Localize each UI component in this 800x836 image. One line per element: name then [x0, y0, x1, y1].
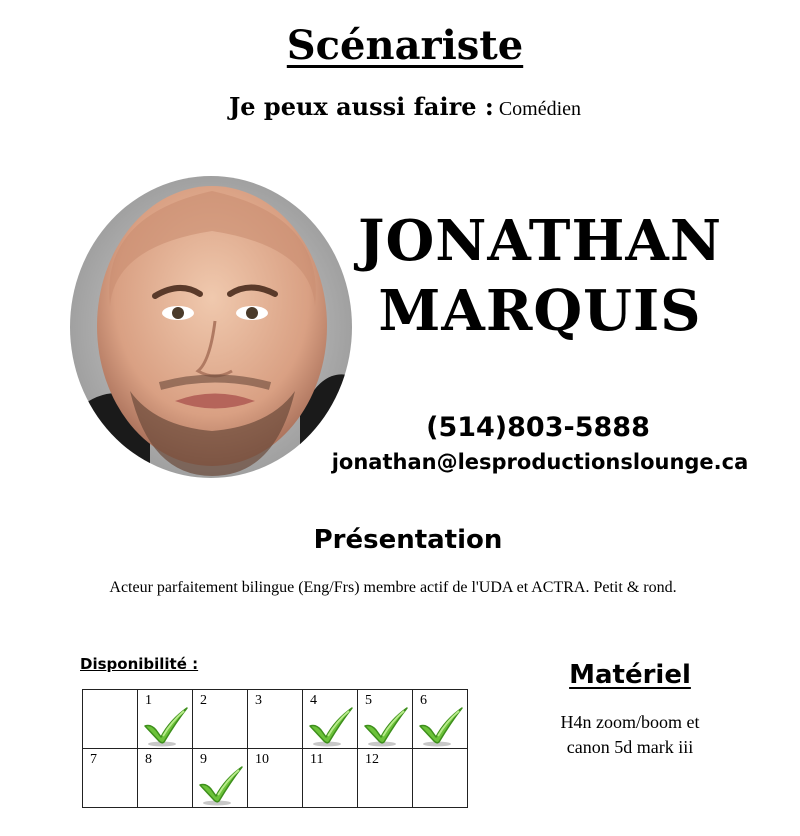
- calendar-day-cell: [193, 749, 248, 808]
- calendar-row: [83, 690, 468, 749]
- calendar-day-cell: [193, 690, 248, 749]
- calendar-day-number: 6: [420, 693, 427, 708]
- presentation-text: Acteur parfaitement bilingue (Eng/Frs) membre actif de l'UDA et ACTRA. Petit & rond.: [109, 579, 677, 596]
- face-icon: [70, 176, 352, 478]
- calendar-day-number: 12: [365, 752, 379, 767]
- also-role-label: Je peux aussi faire :: [228, 92, 494, 121]
- checkmark-icon: [362, 706, 410, 748]
- calendar-day-cell: [413, 749, 468, 808]
- calendar-day-cell: [358, 690, 413, 749]
- calendar-day-cell: [248, 690, 303, 749]
- calendar-day-number: 3: [255, 693, 262, 708]
- equipment-title: Matériel: [569, 660, 691, 690]
- availability-label: Disponibilité :: [80, 655, 199, 673]
- checkmark-icon: [197, 765, 245, 807]
- calendar-day-cell: [303, 749, 358, 808]
- calendar-day-number: 2: [200, 693, 207, 708]
- calendar-day-cell: [413, 690, 468, 749]
- last-name: MARQUIS: [378, 278, 702, 344]
- calendar-day-cell: [83, 690, 138, 749]
- presentation-title: Présentation: [313, 525, 503, 555]
- equipment-line-2: canon 5d mark iii: [566, 737, 694, 757]
- calendar-day-cell: [138, 690, 193, 749]
- equipment-line-1: H4n zoom/boom et: [560, 712, 700, 732]
- calendar-day-number: 9: [200, 752, 207, 767]
- calendar-day-cell: [248, 749, 303, 808]
- first-name: JONATHAN: [357, 208, 723, 274]
- availability-calendar: [82, 689, 468, 808]
- calendar-row: [83, 749, 468, 808]
- calendar-day-number: 10: [255, 752, 269, 767]
- equipment-text: [520, 710, 740, 760]
- checkmark-icon: [142, 706, 190, 748]
- checkmark-icon: [307, 706, 355, 748]
- calendar-day-number: 1: [145, 693, 152, 708]
- also-role-value: Comédien: [498, 98, 582, 120]
- calendar-day-cell: [83, 749, 138, 808]
- calendar-day-cell: [358, 749, 413, 808]
- profile-photo: [70, 176, 352, 478]
- calendar-day-cell: [138, 749, 193, 808]
- calendar-day-number: 5: [365, 693, 372, 708]
- also-role: [0, 92, 800, 121]
- calendar-day-number: 11: [310, 752, 324, 767]
- calendar-day-cell: [303, 690, 358, 749]
- checkmark-icon: [417, 706, 465, 748]
- email-address: jonathan@lesproductionslounge.ca: [331, 450, 749, 474]
- calendar-day-number: 8: [145, 752, 152, 767]
- page-title: Scénariste: [286, 22, 524, 69]
- person-name: [340, 206, 740, 346]
- phone-number: (514)803-5888: [426, 412, 650, 443]
- calendar-day-number: 4: [310, 693, 317, 708]
- calendar-day-number: 7: [90, 752, 97, 767]
